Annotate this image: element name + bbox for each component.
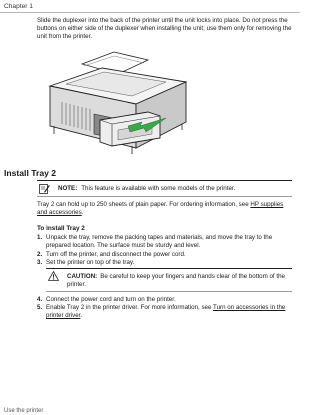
note-label: NOTE: <box>58 185 78 192</box>
note-text: This feature is available with some models of the printer. <box>81 185 236 192</box>
note-top-rule <box>37 180 292 181</box>
note <box>58 185 235 192</box>
printer-duplexer-illustration <box>44 50 192 158</box>
section-heading: Install Tray 2 <box>4 168 57 178</box>
step-number: 5. <box>37 304 43 311</box>
step-number: 2. <box>37 251 43 258</box>
caution <box>67 273 292 289</box>
note-bottom-rule <box>37 196 292 197</box>
tray-capacity-paragraph <box>37 201 292 217</box>
para-end: . <box>81 209 84 217</box>
para-text: Tray 2 can hold up to 250 sheets of plain paper. For ordering information, see <box>37 201 251 208</box>
step-number: 4. <box>37 296 43 303</box>
step-text: Unpack the tray, remove the packing tapes and materials, and move the tray to the prepared location. The surface must be sturdy and level. <box>46 234 273 250</box>
header-divider <box>0 12 300 13</box>
step-text: Turn off the printer, and disconnect the power cord. <box>46 251 186 258</box>
step-text: Set the printer on top of the tray. <box>46 259 135 266</box>
step-number: 1. <box>37 234 43 241</box>
chapter-label: Chapter 1 <box>4 3 33 10</box>
procedure-title: To install Tray 2 <box>37 225 85 232</box>
step-text: Connect the power cord and turn on the printer. <box>46 296 176 303</box>
note-pencil-icon <box>39 183 50 194</box>
step-item <box>37 304 292 322</box>
step5-text: Enable Tray 2 in the printer driver. For more information, see <box>46 304 214 311</box>
step-number: 3. <box>37 259 43 266</box>
step-item <box>37 234 292 252</box>
caution-label: CAUTION: <box>67 273 98 280</box>
caution-text: Be careful to keep your fingers and hands clear of the bottom of the printer. <box>67 273 285 289</box>
step5-end: . <box>80 312 83 320</box>
step-item <box>37 259 292 268</box>
hp-supplies-link[interactable]: HP supplies and accessories <box>37 201 284 217</box>
turn-on-accessories-link[interactable]: Turn on accessories in the printer driver <box>46 304 286 320</box>
intro-paragraph: Slide the duplexer into the back of the printer until the unit locks into place. Do not press the buttons on either side of the duplexer when installing the unit; use them only for removing the unit from the printer. <box>37 17 292 41</box>
caution-bottom-rule <box>46 291 292 292</box>
page-footer: Use the printer <box>4 408 44 414</box>
caution-warning-icon <box>48 271 59 281</box>
step-text <box>46 304 292 320</box>
caution-top-rule <box>46 268 292 269</box>
